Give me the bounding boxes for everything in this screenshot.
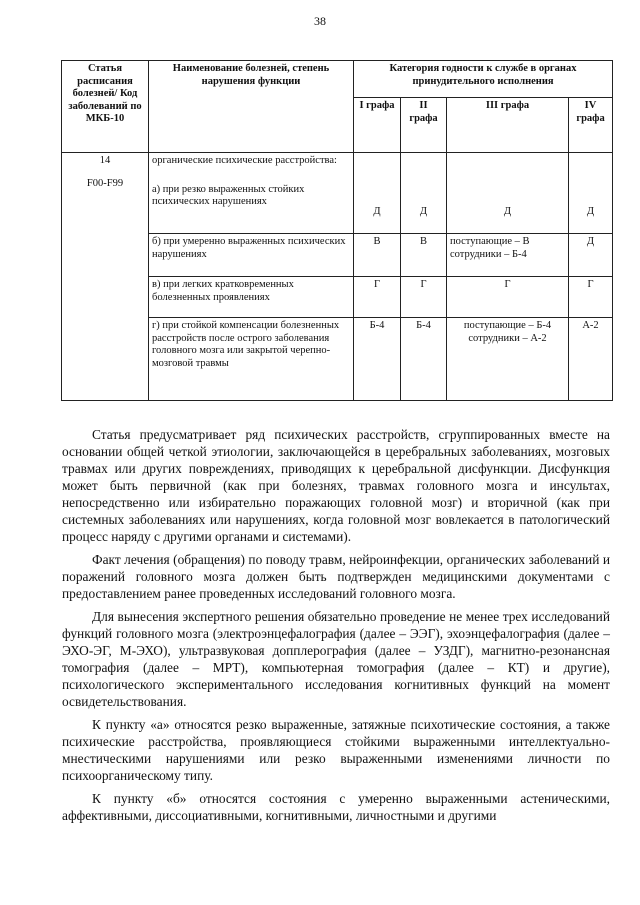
category-cell: Г: [401, 277, 447, 318]
condition-text: в) при легких кратковременных болезненных проявлениях: [149, 277, 354, 318]
paragraph: Факт лечения (обращения) по поводу травм, нейроинфекции, органических заболеваний и поражений головного мозга должен быть подтвержден медицинскими документами с предоставлением ранее проведенных исследований головного мозга.: [62, 552, 610, 601]
category-cell: Д: [569, 234, 613, 277]
article-number: 14: [99, 155, 111, 166]
paragraph: К пункту «а» относятся резко выраженные, затяжные психотические состояния, а также психические расстройства, проявляющиеся стойкими выраженными интеллектуально-мнестическими нарушениями или резко выраженными изменениями личности по психоорганическому типу.: [62, 717, 610, 783]
category-cell: В: [401, 234, 447, 277]
category-cell: В: [354, 234, 401, 277]
category-cell: Д: [569, 153, 613, 234]
header-article-code: Статья расписания болезней/ Код заболеваний по МКБ-10: [62, 61, 149, 153]
category-cell: поступающие – В сотрудники – Б-4: [447, 234, 569, 277]
condition-text: а) при резко выраженных стойких психических нарушениях: [152, 183, 305, 208]
header-column-4: IV графа: [569, 98, 613, 153]
condition-text: г) при стойкой компенсации болезненных расстройств после острого заболевания головного мозга или закрытой черепно-мозговой травмы: [149, 318, 354, 401]
category-cell: Д: [447, 153, 569, 234]
paragraph: К пункту «б» относятся состояния с умеренно выраженными астеническими, аффективными, диссоциативными, когнитивными, личностными и другими: [62, 791, 610, 823]
category-cell: Б-4: [401, 318, 447, 401]
category-cell: Г: [447, 277, 569, 318]
category-cell: Г: [569, 277, 613, 318]
category-cell: А-2: [569, 318, 613, 401]
paragraph: Для вынесения экспертного решения обязательно проведение не менее трех исследований функций головного мозга (электроэнцефалография (далее – ЭЭГ), эхоэнцефалография (далее – ЭХО-ЭГ, М-ЭХО), ультразвуковая допплерография (далее – УЗДГ), магнитно-резонансная томография (далее – МРТ), компьютерная томография (далее – КТ) и другие), психологического экспериментального исследования когнитивных функций на момент освидетельствования.: [62, 609, 610, 709]
paragraph: Статья предусматривает ряд психических расстройств, сгруппированных вместе на основании общей четкой этиологии, заключающейся в церебральных заболеваниях, мозговых травмах или других повреждениях, приводящих к церебральной дисфункции. Дисфункция может быть первичной (как при болезнях, травмах головного мозга и инсультах, непосредственно или избирательно поражающих головной мозг) и вторичной (как при системных заболеваниях или нарушениях, когда головной мозг вовлекается в патологический процесс наряду с другими органами и системами).: [62, 427, 610, 544]
header-column-3: III графа: [447, 98, 569, 153]
header-fitness-category: Категория годности к службе в органах принудительного исполнения: [354, 61, 613, 98]
page-number: 38: [314, 14, 326, 28]
category-cell: поступающие – Б-4 сотрудники – А-2: [447, 318, 569, 401]
category-cell: Д: [354, 153, 401, 234]
category-cell: Д: [401, 153, 447, 234]
condition-cell: [149, 153, 354, 234]
category-cell: Б-4: [354, 318, 401, 401]
fitness-category-table: [61, 60, 613, 401]
condition-text: б) при умеренно выраженных психических нарушениях: [149, 234, 354, 277]
article-code: F00-F99: [86, 177, 124, 189]
table-row: [62, 153, 613, 234]
category-cell: Г: [354, 277, 401, 318]
header-column-1: I графа: [354, 98, 401, 153]
header-column-2: II графа: [401, 98, 447, 153]
header-disease-name: Наименование болезней, степень нарушения функции: [149, 61, 354, 153]
article-cell: [62, 153, 149, 401]
condition-intro: органические психические расстройства:: [152, 155, 337, 166]
body-text: [62, 426, 610, 830]
